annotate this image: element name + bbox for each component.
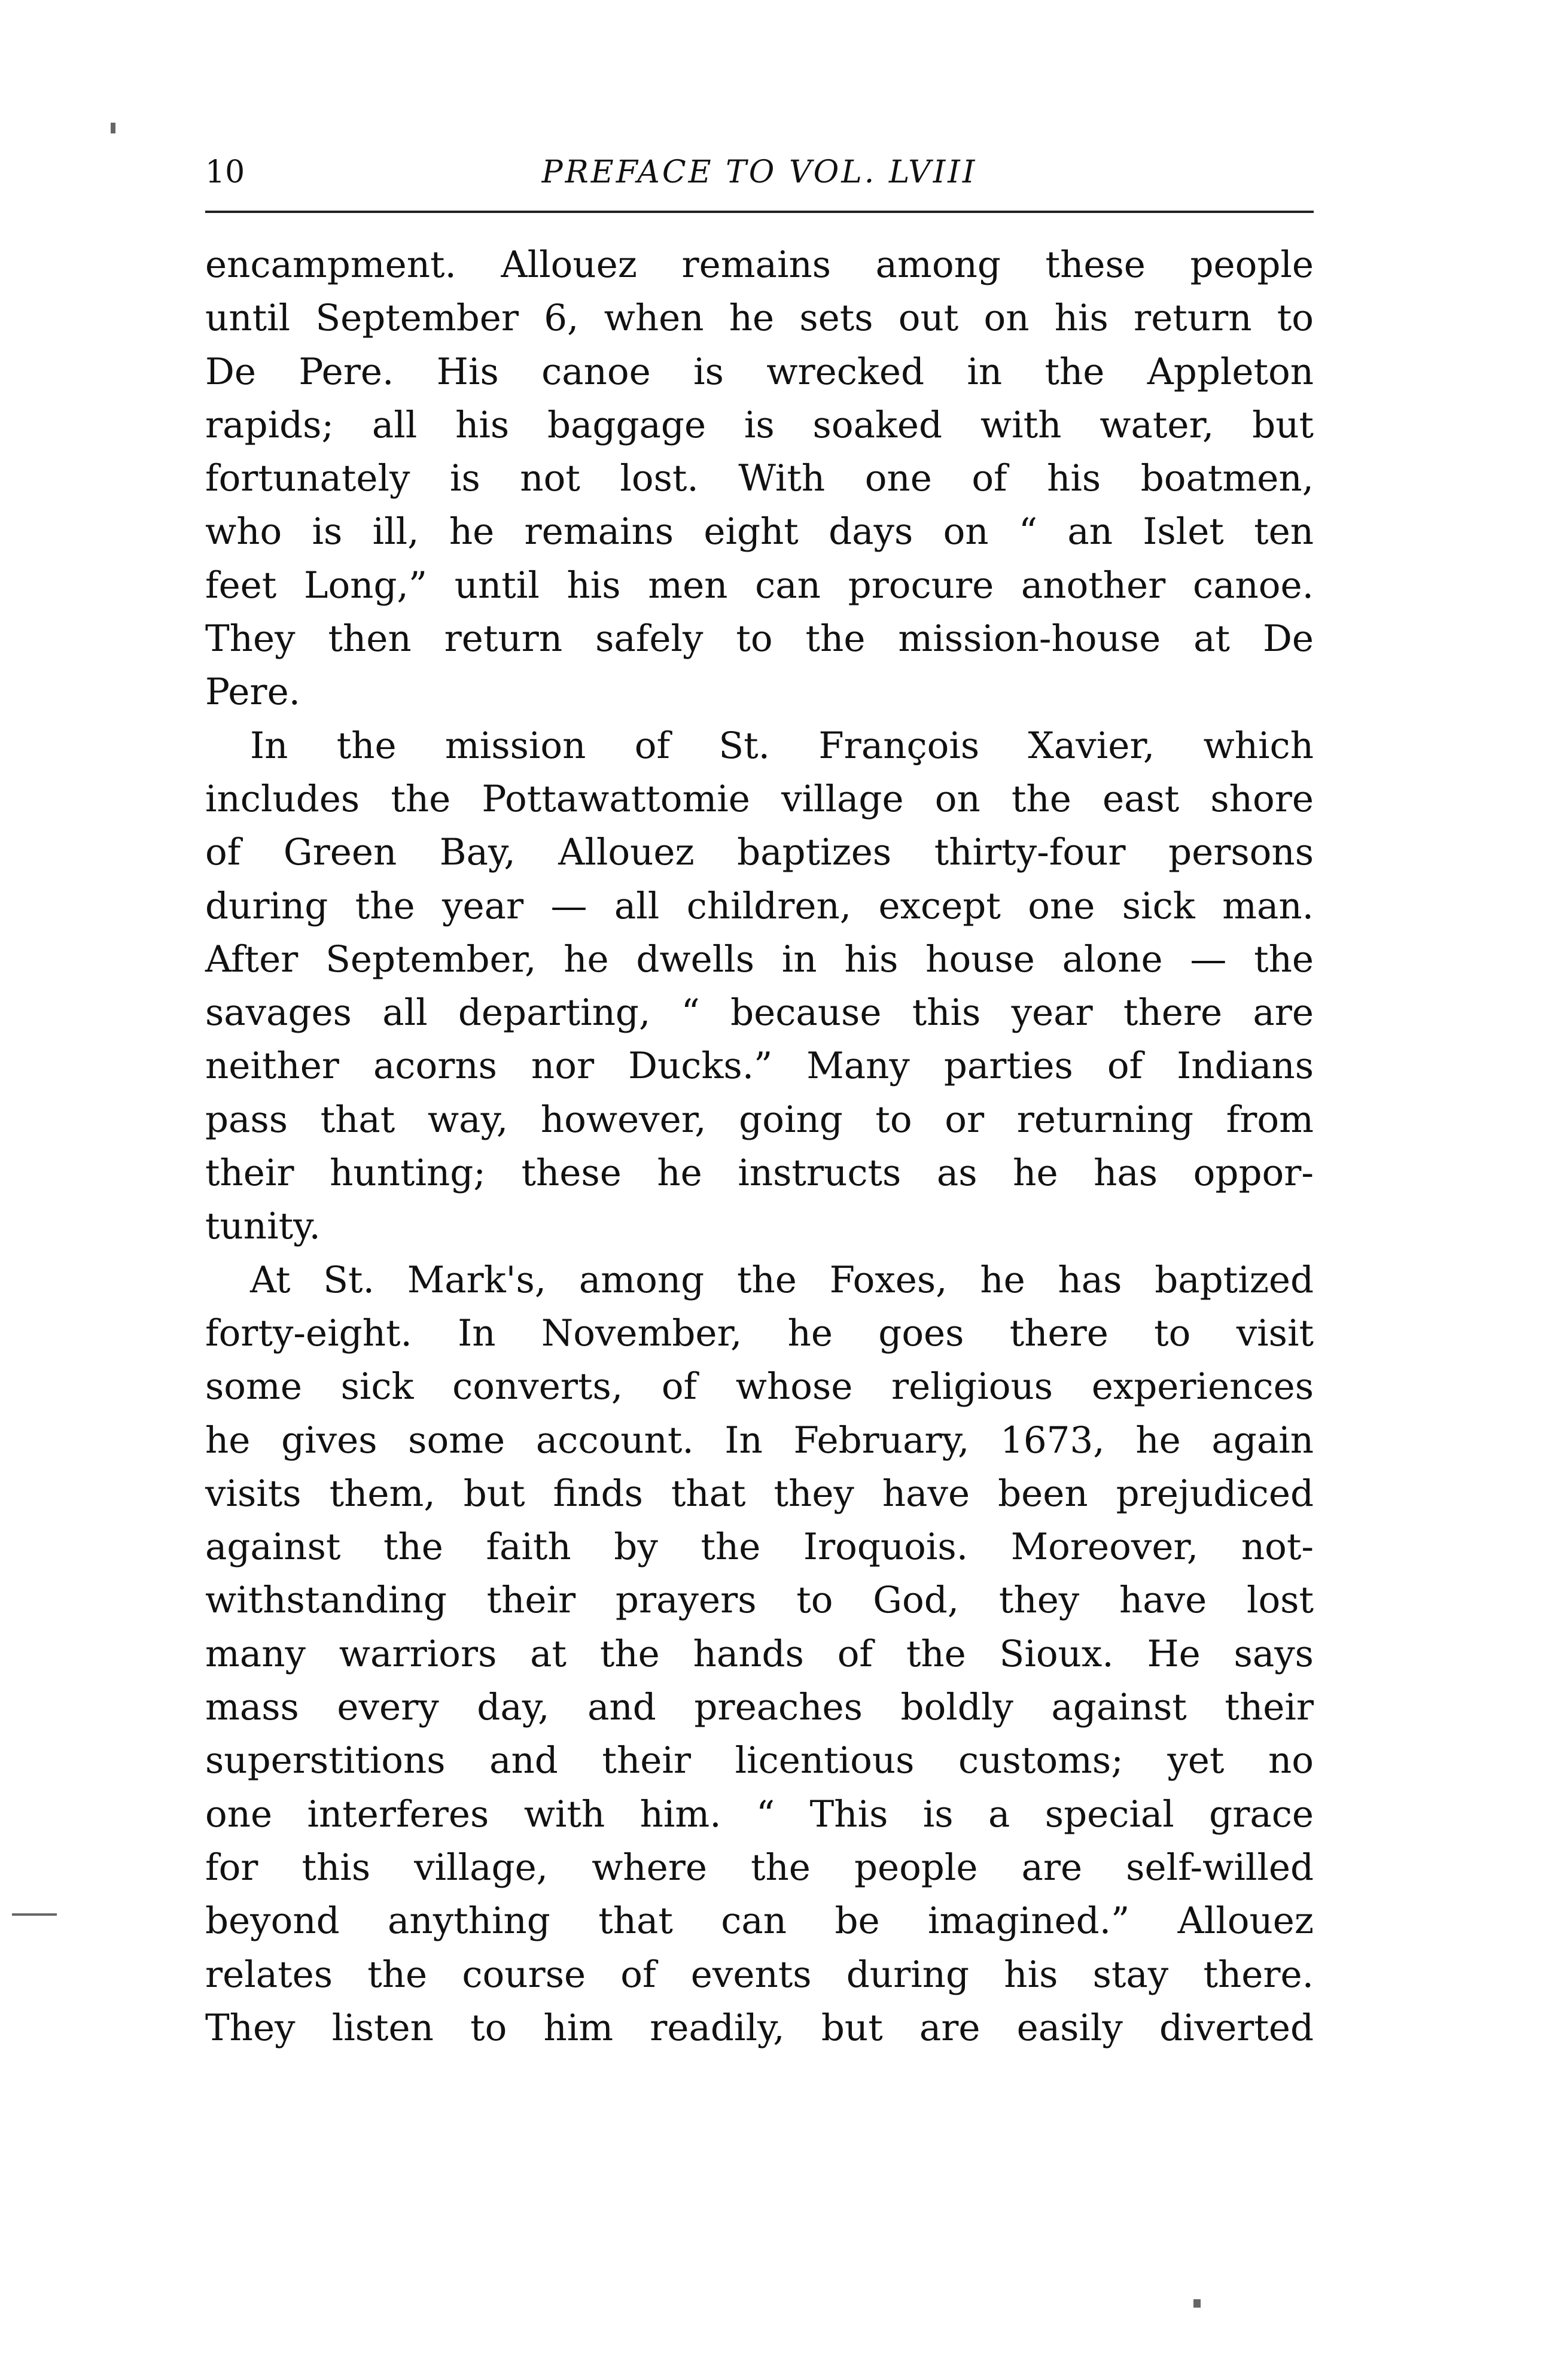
scan-speck bbox=[111, 123, 115, 133]
text-line: tunity. bbox=[205, 1205, 321, 1248]
text-line: encampment. Allouez remains among these people bbox=[205, 244, 1314, 286]
running-head: PREFACE TO VOL. LVIII bbox=[541, 154, 977, 190]
text-line: At St. Mark's, among the Foxes, he has baptized bbox=[250, 1258, 1314, 1301]
text-line: until September 6, when he sets out on his return to bbox=[205, 297, 1314, 340]
text-line: their hunting; these he instructs as he has oppor- bbox=[205, 1152, 1314, 1195]
text-line: feet Long,” until his men can procure another canoe. bbox=[205, 564, 1314, 607]
text-line: visits them, but finds that they have been prejudiced bbox=[205, 1472, 1314, 1515]
text-line: They then return safely to the mission-house at De bbox=[205, 617, 1314, 661]
text-line: relates the course of events during his stay there. bbox=[205, 1953, 1314, 1996]
text-line: Pere. bbox=[205, 671, 301, 714]
text-line: many warriors at the hands of the Sioux. He says bbox=[205, 1632, 1314, 1675]
text-line: one interferes with him. “ This is a special grace bbox=[205, 1792, 1314, 1836]
scan-speck bbox=[1193, 2299, 1201, 2308]
text-line: against the faith by the Iroquois. Moreover, not- bbox=[205, 1526, 1314, 1569]
text-line: who is ill, he remains eight days on “ an Islet ten bbox=[205, 510, 1314, 553]
text-line: some sick converts, of whose religious experiences bbox=[205, 1365, 1314, 1408]
text-line: De Pere. His canoe is wrecked in the Appleton bbox=[205, 350, 1314, 393]
text-line: of Green Bay, Allouez baptizes thirty-four persons bbox=[205, 831, 1314, 874]
text-line: for this village, where the people are self-willed bbox=[205, 1846, 1314, 1889]
text-line: rapids; all his baggage is soaked with water, but bbox=[205, 403, 1314, 446]
text-line: superstitions and their licentious customs; yet no bbox=[205, 1739, 1314, 1782]
page-number: 10 bbox=[205, 154, 245, 190]
text-line: pass that way, however, going to or returning from bbox=[205, 1098, 1314, 1141]
text-line: savages all departing, “ because this year there are bbox=[205, 991, 1314, 1034]
text-line: fortunately is not lost. With one of his boatmen, bbox=[205, 457, 1314, 500]
scan-speck bbox=[12, 1913, 57, 1916]
text-line: during the year — all children, except one sick man. bbox=[205, 884, 1314, 927]
text-line: mass every day, and preaches boldly against their bbox=[205, 1686, 1314, 1729]
text-line: includes the Pottawattomie village on the east shore bbox=[205, 777, 1314, 820]
text-line: he gives some account. In February, 1673, he again bbox=[205, 1419, 1314, 1462]
text-line: beyond anything that can be imagined.” Allouez bbox=[205, 1900, 1314, 1943]
text-line: In the mission of St. François Xavier, which bbox=[250, 724, 1314, 767]
page-header bbox=[205, 148, 1314, 196]
body-text bbox=[205, 238, 1314, 2055]
text-line: forty-eight. In November, he goes there to visit bbox=[205, 1311, 1314, 1355]
text-line: They listen to him readily, but are easily diverted bbox=[205, 2006, 1314, 2049]
text-line: withstanding their prayers to God, they have lost bbox=[205, 1579, 1314, 1622]
header-rule bbox=[205, 211, 1314, 213]
text-line: neither acorns nor Ducks.” Many parties of Indians bbox=[205, 1045, 1314, 1088]
text-line: After September, he dwells in his house alone — the bbox=[205, 938, 1314, 981]
